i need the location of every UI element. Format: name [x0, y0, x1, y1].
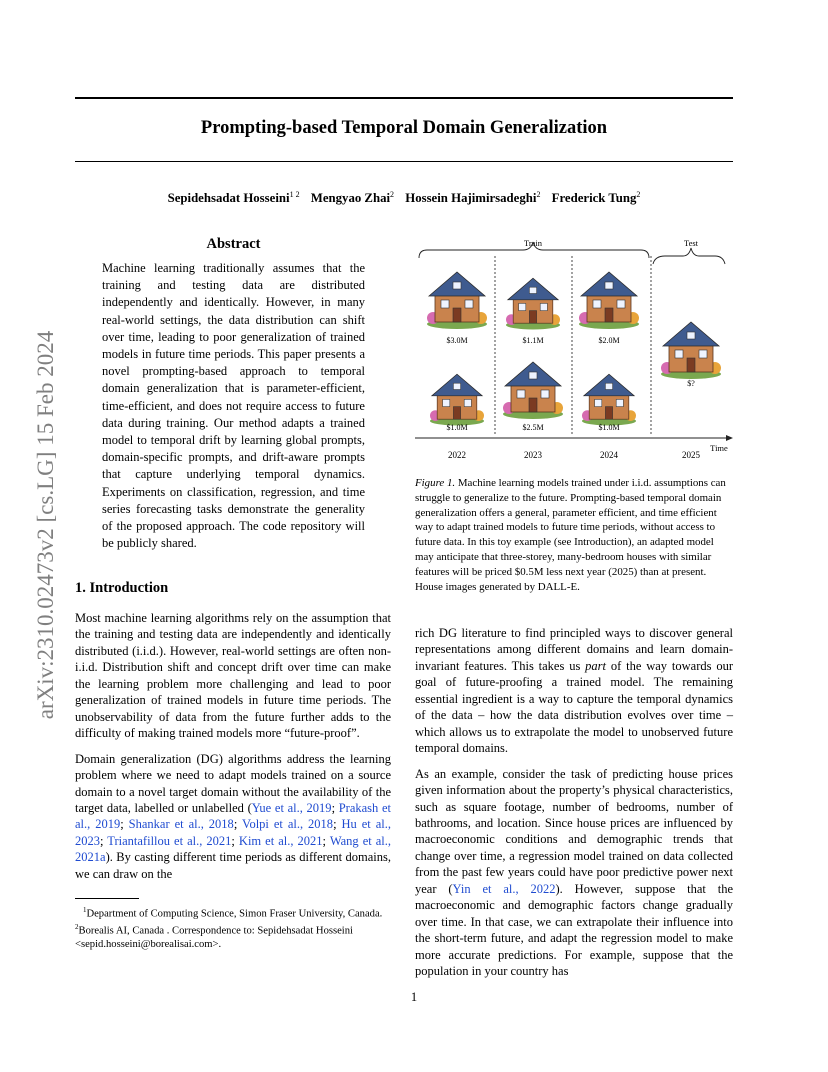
author-1: Sepidehsadat Hosseini$^{1 2}$	[167, 190, 300, 205]
footnote-rule	[75, 898, 139, 899]
house-image	[503, 362, 563, 419]
house-image	[427, 272, 487, 329]
train-label: Train	[523, 238, 543, 248]
abstract-text: Machine learning traditionally assumes that the training and testing data are distributed independently and identically. However, in many real-world settings, the data distribution can shift over time, leading to poor generalization of trained models in future time periods. This paper presents a novel prompting-based approach to temporal domain generalization that is parameter-efficient, time-efficient, and does not require access to future data during training. Our method adapts a trained model to temporal drift by learning global prompts, domain-specific prompts, and drift-aware prompts that capture underlying temporal dynamics. Experiments on classification, regression, and time series forecasting tasks demonstrate the generality of the proposed approach. The code repository will be publicly shared.	[102, 261, 365, 551]
citation-link[interactable]: Volpi et al., 2018	[242, 817, 334, 832]
author-list	[75, 190, 733, 206]
year-label: 2023	[524, 450, 542, 460]
citation-link[interactable]: Yue et al., 2019	[251, 800, 332, 815]
citation-link[interactable]: Wang et al., 2021a	[75, 833, 392, 865]
author-3: Hossein Hajimirsadeghi$^2$	[405, 190, 541, 205]
year-label: 2024	[600, 450, 618, 460]
figure-1	[415, 234, 735, 474]
intro-paragraph-2: Domain generalization (DG) algorithms address the learning problem where we need to adapt models trained on a source domain to a novel target domain without the availability of the target data, labelled or unlabelled (Yue et al., 2019; Prakash et al., 2019; Shankar et al., 2018; Volpi et al., 2018; Hu et al., 2023; Triantafillou et al., 2021; Kim et al., 2021; Wang et al., 2021a). By casting different time periods as different domains, we can draw on the	[75, 751, 392, 881]
top-rule	[75, 97, 733, 99]
citation-link[interactable]: Kim et al., 2021	[238, 833, 323, 848]
title-rule	[75, 161, 733, 162]
citation-link[interactable]: Yin et al., 2022	[452, 881, 556, 896]
caption-label: Figure 1.	[415, 477, 456, 489]
right-paragraph-2: As an example, consider the task of predicting house prices given information about the property’s physical characteristics, such as square footage, number of bedrooms, number of bathrooms, and location. Since house prices are influenced by macroeconomic conditions and demographic trends that change over time, a regression model trained on data collected from the past few years could have poor predictive power next year (Yin et al., 2022). However, suppose that the macroeconomic and demographic factors change gradually over time. In that case, we can extrapolate their influence into the short-term future, and adapt the regression model to make more accurate predictions. For example, suppose that the population in your country has	[415, 766, 734, 979]
footnote: $^1$Department of Computing Science, Simon Fraser University, Canada. $^2$Borealis AI, Canada . Correspondence to: Sepidehsadat Hosseini <sepid.hosseini@borealisai.com>.	[75, 906, 383, 950]
test-brace	[653, 248, 725, 264]
citation-link[interactable]: Triantafillou et al., 2021	[107, 833, 232, 848]
house-image	[579, 272, 639, 329]
house-image	[506, 278, 560, 329]
section-heading-introduction: 1. Introduction	[75, 580, 169, 596]
right-paragraph-1: rich DG literature to find principled ways to discover general representations among different domains and learn domain-invariant features. This takes us part of the way towards our goal of future-proofing a trained model. The remaining essential ingredient is a way to capture the temporal dynamics of the data – how the data distribution evolves over time – which allows us to extrapolate the model to unobserved future temporal domains.	[415, 626, 733, 756]
price-label: $1.0M	[446, 423, 468, 432]
house-image	[661, 322, 721, 379]
year-label: 2025	[682, 450, 700, 460]
test-label: Test	[683, 238, 699, 248]
figure-caption	[415, 476, 733, 594]
caption-text: Machine learning models trained under i.i.d. assumptions can struggle to generalize to the future. Prompting-based temporal domain generalization offers a general, parameter efficient, and time efficient way to adapt trained models to future time periods, without access to future data. In this toy example (see Introduction), an adapted model may anticipate that three-storey, many-bedroom houses with similar features will be priced $0.5M less next year (2025) than at present. House images generated by DALL-E.	[415, 477, 726, 593]
intro-left-column	[75, 610, 391, 882]
arxiv-stamp[interactable]: arXiv:2310.02473v2 [cs.LG] 15 Feb 2024	[33, 330, 58, 720]
citation-link[interactable]: Shankar et al., 2018	[128, 817, 234, 832]
price-label: $?	[687, 379, 695, 388]
abstract-heading: Abstract	[206, 236, 261, 252]
page-number: 1	[410, 990, 418, 1004]
price-label: $2.5M	[522, 423, 544, 432]
price-label: $1.0M	[598, 423, 620, 432]
intro-paragraph-1: Most machine learning algorithms rely on the assumption that the training and testing data are independently and identically distributed (i.i.d.). However, real-world settings are often non-i.i.d. Distribution shift and concept drift over time can make the learning problem more challenging and lead to poor generalization of trained models in future time periods. The unobservability of data from the future further adds to the difficulty of making trained models more “future-proof”.	[75, 611, 391, 741]
paper-title: Prompting-based Temporal Domain Generalization	[200, 118, 608, 138]
price-label: $3.0M	[446, 336, 468, 345]
time-label: Time	[710, 443, 728, 453]
house-image	[582, 374, 636, 425]
time-axis-arrow	[726, 435, 733, 441]
citation-link[interactable]: Prakash et al., 2019	[75, 800, 391, 832]
price-label: $2.0M	[598, 336, 620, 345]
citation-link[interactable]: Hu et al., 2023	[75, 817, 391, 848]
year-label: 2022	[448, 450, 466, 460]
house-image	[430, 374, 484, 425]
author-4: Frederick Tung$^2$	[551, 190, 641, 205]
author-2: Mengyao Zhai$^2$	[310, 190, 395, 205]
intro-right-column	[415, 625, 733, 980]
price-label: $1.1M	[522, 336, 544, 345]
